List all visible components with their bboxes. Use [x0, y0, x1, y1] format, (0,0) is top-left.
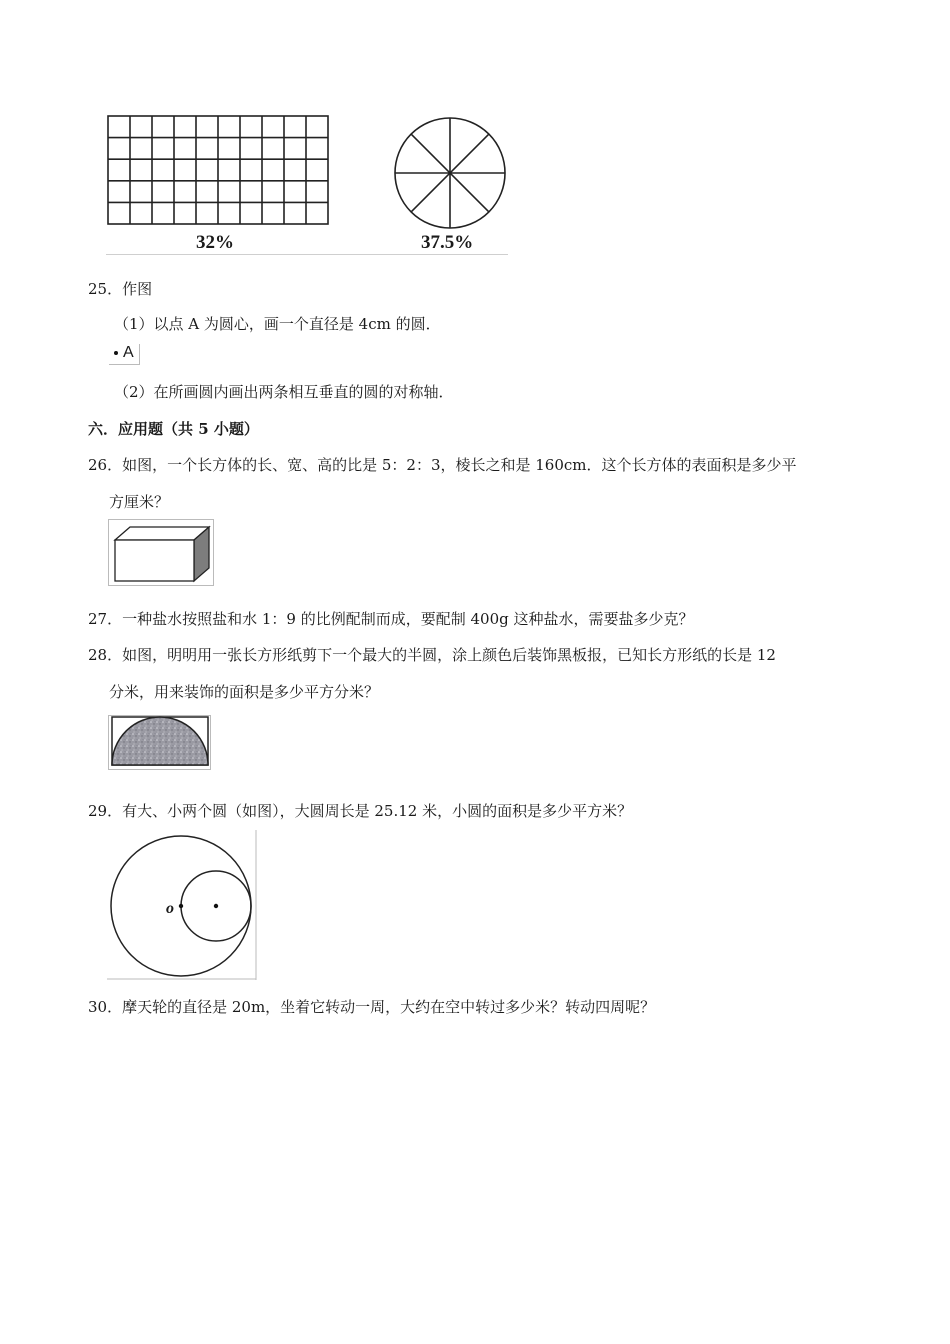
sector-circle-figure: [391, 115, 509, 233]
cuboid-figure: [108, 519, 215, 587]
point-a-box: [109, 344, 140, 365]
two-circles-figure: [107, 830, 259, 982]
q28-line2: 分米，用来装饰的面积是多少平方分米？: [109, 683, 380, 701]
q26-line2: 方厘米？: [109, 493, 170, 511]
point-dot: [114, 351, 118, 355]
q27-text: 27．一种盐水按照盐和水 1：9 的比例配制而成，要配制 400g 这种盐水，需要盐多少克？: [88, 610, 694, 628]
semicircle-figure: [108, 715, 212, 771]
q25-title: 25．作图: [88, 280, 153, 298]
q26-line1: 26．如图，一个长方体的长、宽、高的比是 5：2：3，棱长之和是 160cm．这个长方体的表面积是多少平: [88, 456, 797, 474]
section6-heading: 六．应用题（共 5 小题）: [88, 420, 259, 438]
figure-baseline: [106, 254, 508, 255]
q25-part1: （1）以点 A 为圆心，画一个直径是 4cm 的圆．: [114, 315, 441, 333]
center-o-label: o: [166, 900, 174, 917]
q25-part2: （2）在所画圆内画出两条相互垂直的圆的对称轴．: [114, 383, 454, 401]
grid-figure: [106, 114, 330, 226]
grid-percent-label: 32%: [196, 232, 234, 253]
q29-text: 29．有大、小两个圆（如图），大圆周长是 25.12 米，小圆的面积是多少平方米？: [88, 802, 633, 820]
q30-text: 30．摩天轮的直径是 20m，坐着它转动一周，大约在空中转过多少米？转动四周呢？: [88, 998, 656, 1016]
q28-line1: 28．如图，明明用一张长方形纸剪下一个最大的半圆，涂上颜色后装饰黑板报，已知长方形纸的长是 12: [88, 646, 776, 664]
point-label: A: [123, 344, 134, 361]
circle-percent-label: 37.5%: [421, 232, 474, 253]
